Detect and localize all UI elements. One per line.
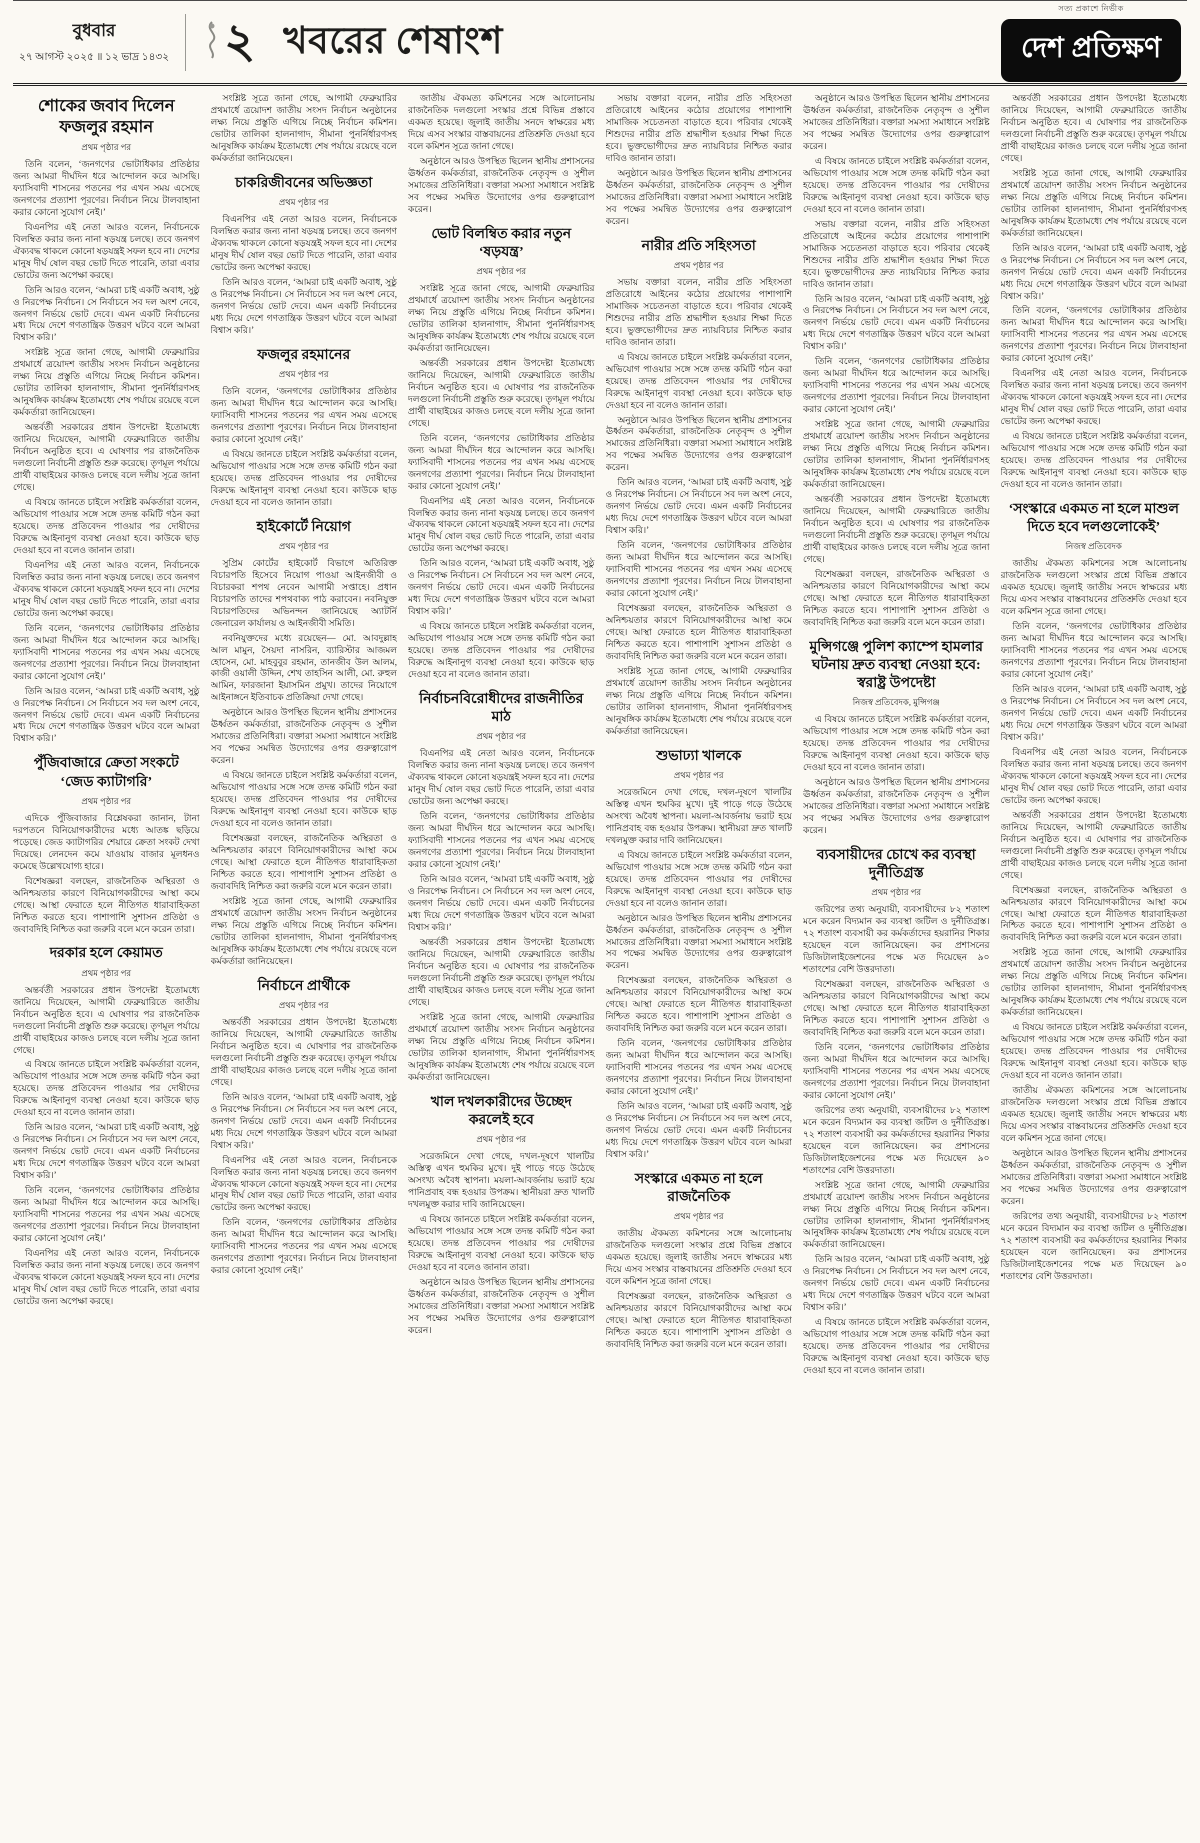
- page-header: [13, 0, 1187, 86]
- continued-from-front-label: প্রথম পৃষ্ঠার পর: [81, 141, 132, 152]
- page-number: ২: [224, 15, 256, 68]
- body-paragraph: জরিপের তথ্য অনুযায়ী, ব্যবসায়ীদের ৮২ শতাংশ মনে করেন বিদ্যমান কর ব্যবস্থা জটিল ও দুর্নীতিগ্রস্ত। ৭২ শতাংশ ব্যবসায়ী কর কর্মকর্তাদের হয়রানির শিকার হয়েছেন বলে জানিয়েছেন। কর প্রশাসনের ডিজিটালাইজেশনের পক্ষে মত দিয়েছেন ৯০ শতাংশের বেশি উত্তরদাতা।: [803, 1104, 990, 1175]
- body-paragraph: বিএনপির এই নেতা আরও বলেন, নির্বাচনকে বিলম্বিত করার জন্য নানা ষড়যন্ত্র চলছে। তবে জনগণ ঐক্যবদ্ধ থাকলে কোনো ষড়যন্ত্রই সফল হবে না। দেশের মানুষ দীর্ঘ ষোল বছর ভোট দিতে পারেনি, তারা এবার ভোটের জন্য অপেক্ষা করছে।: [210, 214, 397, 272]
- story-headline: খাল দখলকারীদের উচ্ছেদ করলেই হবে: [430, 1094, 572, 1128]
- body-paragraph: অন্তর্বর্তী সরকারের প্রধান উপদেষ্টা ইতোমধ্যে জানিয়ে দিয়েছেন, আগামী ফেব্রুয়ারিতে জাতীয় নির্বাচন অনুষ্ঠিত হবে। এ ঘোষণার পর রাজনৈতিক দলগুলো নির্বাচনী প্রস্তুতি শুরু করেছে। তৃণমূল পর্যায়ে প্রার্থী বাছাইয়ের কাজও চলছে বলে দলীয় সূত্রে জানা গেছে।: [803, 494, 990, 564]
- body-paragraph: সংশ্লিষ্ট সূত্রে জানা গেছে, আগামী ফেব্রুয়ারির প্রথমার্ধে ত্রয়োদশ জাতীয় সংসদ নির্বাচন অনুষ্ঠানের লক্ষ্য নিয়ে প্রস্তুতি এগিয়ে নিচ্ছে নির্বাচন কমিশন। ভোটার তালিকা হালনাগাদ, সীমানা পুনর্নির্ধারণসহ আনুষঙ্গিক কার্যক্রম ইতোমধ্যে শেষ পর্যায়ে রয়েছে বলে কর্মকর্তারা জানিয়েছেন।: [1000, 947, 1187, 1018]
- body-paragraph: অনুষ্ঠানে আরও উপস্থিত ছিলেন স্থানীয় প্রশাসনের ঊর্ধ্বতন কর্মকর্তারা, রাজনৈতিক নেতৃবৃন্দ ও সুশীল সমাজের প্রতিনিধিরা। বক্তারা সমস্যা সমাধানে সংশ্লিষ্ট সব পক্ষের সমন্বিত উদ্যোগের ওপর গুরুত্বারোপ করেন।: [408, 155, 595, 214]
- body-paragraph: সংশ্লিষ্ট সূত্রে জানা গেছে, আগামী ফেব্রুয়ারির প্রথমার্ধে ত্রয়োদশ জাতীয় সংসদ নির্বাচন অনুষ্ঠানের লক্ষ্য নিয়ে প্রস্তুতি এগিয়ে নিচ্ছে নির্বাচন কমিশন। ভোটার তালিকা হালনাগাদ, সীমানা পুনর্নির্ধারণসহ আনুষঙ্গিক কার্যক্রম ইতোমধ্যে শেষ পর্যায়ে রয়েছে বলে কর্মকর্তারা জানিয়েছেন।: [408, 283, 595, 353]
- body-paragraph: তিনি বলেন, ‘জনগণের ভোটাধিকার প্রতিষ্ঠার জন্য আমরা দীর্ঘদিন ধরে আন্দোলন করে আসছি। ফ্যাসিবাদী শাসনের পতনের পর এখন সময় এসেছে জনগণের প্রত্যাশা পূরণের। নির্বাচন নিয়ে টালবাহানা করার কোনো সুযোগ নেই।’: [803, 1041, 990, 1100]
- body-paragraph: তিনি বলেন, ‘জনগণের ভোটাধিকার প্রতিষ্ঠার জন্য আমরা দীর্ঘদিন ধরে আন্দোলন করে আসছি। ফ্যাসিবাদী শাসনের পতনের পর এখন সময় এসেছে জনগণের প্রত্যাশা পূরণের। নির্বাচন নিয়ে টালবাহানা করার কোনো সুযোগ নেই।’: [210, 1217, 397, 1276]
- body-paragraph: বিএনপির এই নেতা আরও বলেন, নির্বাচনকে বিলম্বিত করার জন্য নানা ষড়যন্ত্র চলছে। তবে জনগণ ঐক্যবদ্ধ থাকলে কোনো ষড়যন্ত্রই সফল হবে না। দেশের মানুষ দীর্ঘ ষোল বছর ভোট দিতে পারেনি, তারা এবার ভোটের জন্য অপেক্ষা করছে।: [13, 559, 200, 618]
- masthead-title: দেশ প্রতিক্ষণ: [1001, 19, 1181, 82]
- section-title: খবরের শেষাংশ: [283, 20, 503, 62]
- body-paragraph: সভায় বক্তারা বলেন, নারীর প্রতি সহিংসতা প্রতিরোধে আইনের কঠোর প্রয়োগের পাশাপাশি সামাজিক সচেতনতা বাড়াতে হবে। পরিবার থেকেই শিশুদের নারীর প্রতি শ্রদ্ধাশীল হওয়ার শিক্ষা দিতে হবে। ভুক্তভোগীদের দ্রুত ন্যায়বিচার নিশ্চিত করার দাবিও জানান তারা।: [803, 218, 990, 289]
- continued-from-front-label: প্রথম পৃষ্ঠার পর: [278, 999, 329, 1010]
- body-paragraph: তিনি বলেন, ‘জনগণের ভোটাধিকার প্রতিষ্ঠার জন্য আমরা দীর্ঘদিন ধরে আন্দোলন করে আসছি। ফ্যাসিবাদী শাসনের পতনের পর এখন সময় এসেছে জনগণের প্রত্যাশা পূরণের। নির্বাচন নিয়ে টালবাহানা করার কোনো সুযোগ নেই।’: [1000, 305, 1187, 364]
- body-paragraph: সংশ্লিষ্ট সূত্রে জানা গেছে, আগামী ফেব্রুয়ারির প্রথমার্ধে ত্রয়োদশ জাতীয় সংসদ নির্বাচন অনুষ্ঠানের লক্ষ্য নিয়ে প্রস্তুতি এগিয়ে নিচ্ছে নির্বাচন কমিশন। ভোটার তালিকা হালনাগাদ, সীমানা পুনর্নির্ধারণসহ আনুষঙ্গিক কার্যক্রম ইতোমধ্যে শেষ পর্যায়ে রয়েছে বলে কর্মকর্তারা জানিয়েছেন।: [210, 93, 397, 163]
- body-paragraph: সরেজমিনে দেখা গেছে, দখল-দূষণে খালটির অস্তিত্ব এখন হুমকির মুখে। দুই পাড়ে গড়ে উঠেছে অসংখ্য অবৈধ স্থাপনা। ময়লা-আবর্জনায় ভরাট হয়ে পানিপ্রবাহ বন্ধ হওয়ার উপক্রম। স্থানীয়রা দ্রুত খালটি দখলমুক্ত করার দাবি জানিয়েছেন।: [408, 1150, 595, 1209]
- body-paragraph: এ বিষয়ে জানতে চাইলে সংশ্লিষ্ট কর্মকর্তারা বলেন, অভিযোগ পাওয়ার সঙ্গে সঙ্গে তদন্ত কমিটি গঠন করা হয়েছে। তদন্ত প্রতিবেদন পাওয়ার পর দোষীদের বিরুদ্ধে আইনানুগ ব্যবস্থা নেওয়া হবে। কাউকে ছাড় দেওয়া হবে না বলেও জানান তারা।: [1000, 431, 1187, 490]
- column-1: [13, 93, 200, 1828]
- ornament-icon: [202, 20, 222, 65]
- body-paragraph: এ বিষয়ে জানতে চাইলে সংশ্লিষ্ট কর্মকর্তারা বলেন, অভিযোগ পাওয়ার সঙ্গে সঙ্গে তদন্ত কমিটি গঠন করা হয়েছে। তদন্ত প্রতিবেদন পাওয়ার পর দোষীদের বিরুদ্ধে আইনানুগ ব্যবস্থা নেওয়া হবে। কাউকে ছাড় দেওয়া হবে না বলেও জানান তারা।: [605, 849, 792, 908]
- body-paragraph: তিনি আরও বলেন, ‘আমরা চাই একটি অবাধ, সুষ্ঠু ও নিরপেক্ষ নির্বাচন। সে নির্বাচনে সব দল অংশ নেবে, জনগণ নির্ভয়ে ভোট দেবে। এমন একটি নির্বাচনের মধ্য দিয়ে দেশে গণতান্ত্রিক উত্তরণ ঘটবে বলে আমরা বিশ্বাস করি।’: [13, 1122, 200, 1181]
- continued-from-front-label: প্রথম পৃষ্ঠার পর: [278, 368, 329, 379]
- weekday-label: বুধবার: [72, 20, 116, 40]
- body-paragraph: অনুষ্ঠানে আরও উপস্থিত ছিলেন স্থানীয় প্রশাসনের ঊর্ধ্বতন কর্মকর্তারা, রাজনৈতিক নেতৃবৃন্দ ও সুশীল সমাজের প্রতিনিধিরা। বক্তারা সমস্যা সমাধানে সংশ্লিষ্ট সব পক্ষের সমন্বিত উদ্যোগের ওপর গুরুত্বারোপ করেন।: [605, 912, 792, 971]
- body-paragraph: সুপ্রিম কোর্টের হাইকোর্ট বিভাগে অতিরিক্ত বিচারপতি হিসেবে নিয়োগ পাওয়া আইনজীবী ও বিচারকরা শপথ নেবেন আগামী সপ্তাহে। প্রধান বিচারপতি তাদের শপথবাক্য পাঠ করাবেন। নবনিযুক্ত বিচারপতিদের অভিনন্দন জানিয়েছে অ্যাটর্নি জেনারেল কার্যালয় ও আইনজীবী সমিতি।: [210, 557, 397, 628]
- story-headline: ভোট বিলম্বিত করার নতুন ‘ষড়যন্ত্র’: [431, 226, 572, 260]
- body-paragraph: সংশ্লিষ্ট সূত্রে জানা গেছে, আগামী ফেব্রুয়ারির প্রথমার্ধে ত্রয়োদশ জাতীয় সংসদ নির্বাচন অনুষ্ঠানের লক্ষ্য নিয়ে প্রস্তুতি এগিয়ে নিচ্ছে নির্বাচন কমিশন। ভোটার তালিকা হালনাগাদ, সীমানা পুনর্নির্ধারণসহ আনুষঙ্গিক কার্যক্রম ইতোমধ্যে শেষ পর্যায়ে রয়েছে বলে কর্মকর্তারা জানিয়েছেন।: [210, 895, 397, 966]
- body-paragraph: বিশেষজ্ঞরা বলছেন, রাজনৈতিক অস্থিরতা ও অনিশ্চয়তার কারণে বিনিয়োগকারীদের আস্থা কমে গেছে। আস্থা ফেরাতে হলে নীতিগত ধারাবাহিকতা নিশ্চিত করতে হবে। পাশাপাশি সুশাসন প্রতিষ্ঠা ও জবাবদিহি নিশ্চিত করা জরুরি বলে মনে করেন তারা।: [605, 975, 792, 1034]
- body-paragraph: এ বিষয়ে জানতে চাইলে সংশ্লিষ্ট কর্মকর্তারা বলেন, অভিযোগ পাওয়ার সঙ্গে সঙ্গে তদন্ত কমিটি গঠন করা হয়েছে। তদন্ত প্রতিবেদন পাওয়ার পর দোষীদের বিরুদ্ধে আইনানুগ ব্যবস্থা নেওয়া হবে। কাউকে ছাড় দেওয়া হবে না বলেও জানান তারা।: [408, 621, 595, 680]
- body-paragraph: বিএনপির এই নেতা আরও বলেন, নির্বাচনকে বিলম্বিত করার জন্য নানা ষড়যন্ত্র চলছে। তবে জনগণ ঐক্যবদ্ধ থাকলে কোনো ষড়যন্ত্রই সফল হবে না। দেশের মানুষ দীর্ঘ ষোল বছর ভোট দিতে পারেনি, তারা এবার ভোটের জন্য অপেক্ষা করছে।: [1000, 746, 1187, 805]
- body-paragraph: বিএনপির এই নেতা আরও বলেন, নির্বাচনকে বিলম্বিত করার জন্য নানা ষড়যন্ত্র চলছে। তবে জনগণ ঐক্যবদ্ধ থাকলে কোনো ষড়যন্ত্রই সফল হবে না। দেশের মানুষ দীর্ঘ ষোল বছর ভোট দিতে পারেনি, তারা এবার ভোটের জন্য অপেক্ষা করছে।: [210, 1154, 397, 1213]
- continued-from-front-label: প্রথম পৃষ্ঠার পর: [476, 266, 527, 277]
- body-paragraph: তিনি বলেন, ‘জনগণের ভোটাধিকার প্রতিষ্ঠার জন্য আমরা দীর্ঘদিন ধরে আন্দোলন করে আসছি। ফ্যাসিবাদী শাসনের পতনের পর এখন সময় এসেছে জনগণের প্রত্যাশা পূরণের। নির্বাচন নিয়ে টালবাহানা করার কোনো সুযোগ নেই।’: [605, 1038, 792, 1097]
- body-paragraph: সরেজমিনে দেখা গেছে, দখল-দূষণে খালটির অস্তিত্ব এখন হুমকির মুখে। দুই পাড়ে গড়ে উঠেছে অসংখ্য অবৈধ স্থাপনা। ময়লা-আবর্জনায় ভরাট হয়ে পানিপ্রবাহ বন্ধ হওয়ার উপক্রম। স্থানীয়রা দ্রুত খালটি দখলমুক্ত করার দাবি জানিয়েছেন।: [605, 786, 792, 845]
- story-headline: নারীর প্রতি সহিংসতা: [641, 238, 756, 254]
- byline: নিজস্ব প্রতিবেদক: [1065, 541, 1122, 552]
- body-paragraph: তিনি আরও বলেন, ‘আমরা চাই একটি অবাধ, সুষ্ঠু ও নিরপেক্ষ নির্বাচন। সে নির্বাচনে সব দল অংশ নেবে, জনগণ নির্ভয়ে ভোট দেবে। এমন একটি নির্বাচনের মধ্য দিয়ে দেশে গণতান্ত্রিক উত্তরণ ঘটবে বলে আমরা বিশ্বাস করি।’: [13, 685, 200, 744]
- body-paragraph: সংশ্লিষ্ট সূত্রে জানা গেছে, আগামী ফেব্রুয়ারির প্রথমার্ধে ত্রয়োদশ জাতীয় সংসদ নির্বাচন অনুষ্ঠানের লক্ষ্য নিয়ে প্রস্তুতি এগিয়ে নিচ্ছে নির্বাচন কমিশন। ভোটার তালিকা হালনাগাদ, সীমানা পুনর্নির্ধারণসহ আনুষঙ্গিক কার্যক্রম ইতোমধ্যে শেষ পর্যায়ে রয়েছে বলে কর্মকর্তারা জানিয়েছেন।: [1000, 167, 1187, 238]
- body-paragraph: তিনি বলেন, ‘জনগণের ভোটাধিকার প্রতিষ্ঠার জন্য আমরা দীর্ঘদিন ধরে আন্দোলন করে আসছি। ফ্যাসিবাদী শাসনের পতনের পর এখন সময় এসেছে জনগণের প্রত্যাশা পূরণের। নির্বাচন নিয়ে টালবাহানা করার কোনো সুযোগ নেই।’: [1000, 621, 1187, 680]
- story-headline: নির্বাচনে প্রার্থীকে: [257, 978, 350, 994]
- story-headline: ‘সংস্কারে একমত না হলে মাশুল দিতে হবে দলগুলোকেই’: [1008, 502, 1179, 536]
- body-paragraph: বিশেষজ্ঞরা বলছেন, রাজনৈতিক অস্থিরতা ও অনিশ্চয়তার কারণে বিনিয়োগকারীদের আস্থা কমে গেছে। আস্থা ফেরাতে হলে নীতিগত ধারাবাহিকতা নিশ্চিত করতে হবে। পাশাপাশি সুশাসন প্রতিষ্ঠা ও জবাবদিহি নিশ্চিত করা জরুরি বলে মনে করেন তারা।: [803, 979, 990, 1037]
- column-3: [408, 93, 595, 1828]
- body-paragraph: এ বিষয়ে জানতে চাইলে সংশ্লিষ্ট কর্মকর্তারা বলেন, অভিযোগ পাওয়ার সঙ্গে সঙ্গে তদন্ত কমিটি গঠন করা হয়েছে। তদন্ত প্রতিবেদন পাওয়ার পর দোষীদের বিরুদ্ধে আইনানুগ ব্যবস্থা নেওয়া হবে। কাউকে ছাড় দেওয়া হবে না বলেও জানান তারা।: [13, 497, 200, 555]
- story-headline: শুভাঢ্যা খালকে: [656, 748, 742, 764]
- story-headline: শোকের জবাব দিলেন ফজলুর রহমান: [37, 96, 175, 137]
- continued-from-front-label: প্রথম পৃষ্ঠার পর: [673, 1211, 724, 1222]
- continued-from-front-label: প্রথম পৃষ্ঠার পর: [278, 540, 329, 551]
- body-paragraph: সংশ্লিষ্ট সূত্রে জানা গেছে, আগামী ফেব্রুয়ারির প্রথমার্ধে ত্রয়োদশ জাতীয় সংসদ নির্বাচন অনুষ্ঠানের লক্ষ্য নিয়ে প্রস্তুতি এগিয়ে নিচ্ছে নির্বাচন কমিশন। ভোটার তালিকা হালনাগাদ, সীমানা পুনর্নির্ধারণসহ আনুষঙ্গিক কার্যক্রম ইতোমধ্যে শেষ পর্যায়ে রয়েছে বলে কর্মকর্তারা জানিয়েছেন।: [803, 419, 990, 490]
- body-paragraph: তিনি বলেন, ‘জনগণের ভোটাধিকার প্রতিষ্ঠার জন্য আমরা দীর্ঘদিন ধরে আন্দোলন করে আসছি। ফ্যাসিবাদী শাসনের পতনের পর এখন সময় এসেছে জনগণের প্রত্যাশা পূরণের। নির্বাচন নিয়ে টালবাহানা করার কোনো সুযোগ নেই।’: [13, 1185, 200, 1244]
- body-paragraph: সংশ্লিষ্ট সূত্রে জানা গেছে, আগামী ফেব্রুয়ারির প্রথমার্ধে ত্রয়োদশ জাতীয় সংসদ নির্বাচন অনুষ্ঠানের লক্ষ্য নিয়ে প্রস্তুতি এগিয়ে নিচ্ছে নির্বাচন কমিশন। ভোটার তালিকা হালনাগাদ, সীমানা পুনর্নির্ধারণসহ আনুষঙ্গিক কার্যক্রম ইতোমধ্যে শেষ পর্যায়ে রয়েছে বলে কর্মকর্তারা জানিয়েছেন।: [408, 1011, 595, 1082]
- body-paragraph: এ বিষয়ে জানতে চাইলে সংশ্লিষ্ট কর্মকর্তারা বলেন, অভিযোগ পাওয়ার সঙ্গে সঙ্গে তদন্ত কমিটি গঠন করা হয়েছে। তদন্ত প্রতিবেদন পাওয়ার পর দোষীদের বিরুদ্ধে আইনানুগ ব্যবস্থা নেওয়া হবে। কাউকে ছাড় দেওয়া হবে না বলেও জানান তারা।: [803, 155, 990, 214]
- body-paragraph: এ বিষয়ে জানতে চাইলে সংশ্লিষ্ট কর্মকর্তারা বলেন, অভিযোগ পাওয়ার সঙ্গে সঙ্গে তদন্ত কমিটি গঠন করা হয়েছে। তদন্ত প্রতিবেদন পাওয়ার পর দোষীদের বিরুদ্ধে আইনানুগ ব্যবস্থা নেওয়া হবে। কাউকে ছাড় দেওয়া হবে না বলেও জানান তারা।: [1000, 1022, 1187, 1081]
- body-paragraph: অন্তর্বর্তী সরকারের প্রধান উপদেষ্টা ইতোমধ্যে জানিয়ে দিয়েছেন, আগামী ফেব্রুয়ারিতে জাতীয় নির্বাচন অনুষ্ঠিত হবে। এ ঘোষণার পর রাজনৈতিক দলগুলো নির্বাচনী প্রস্তুতি শুরু করেছে। তৃণমূল পর্যায়ে প্রার্থী বাছাইয়ের কাজও চলছে বলে দলীয় সূত্রে জানা গেছে।: [1000, 93, 1187, 163]
- body-paragraph: এ বিষয়ে জানতে চাইলে সংশ্লিষ্ট কর্মকর্তারা বলেন, অভিযোগ পাওয়ার সঙ্গে সঙ্গে তদন্ত কমিটি গঠন করা হয়েছে। তদন্ত প্রতিবেদন পাওয়ার পর দোষীদের বিরুদ্ধে আইনানুগ ব্যবস্থা নেওয়া হবে। কাউকে ছাড় দেওয়া হবে না বলেও জানান তারা।: [605, 351, 792, 410]
- columns-grid: [13, 86, 1187, 1828]
- story-headline: হাইকোর্টে নিয়োগ: [256, 519, 351, 535]
- body-paragraph: সংশ্লিষ্ট সূত্রে জানা গেছে, আগামী ফেব্রুয়ারির প্রথমার্ধে ত্রয়োদশ জাতীয় সংসদ নির্বাচন অনুষ্ঠানের লক্ষ্য নিয়ে প্রস্তুতি এগিয়ে নিচ্ছে নির্বাচন কমিশন। ভোটার তালিকা হালনাগাদ, সীমানা পুনর্নির্ধারণসহ আনুষঙ্গিক কার্যক্রম ইতোমধ্যে শেষ পর্যায়ে রয়েছে বলে কর্মকর্তারা জানিয়েছেন।: [13, 347, 200, 418]
- story-headline: পুঁজিবাজারে ক্রেতা সংকটে ‘জেড ক্যাটাগরি’: [33, 756, 179, 790]
- body-paragraph: তিনি আরও বলেন, ‘আমরা চাই একটি অবাধ, সুষ্ঠু ও নিরপেক্ষ নির্বাচন। সে নির্বাচনে সব দল অংশ নেবে, জনগণ নির্ভয়ে ভোট দেবে। এমন একটি নির্বাচনের মধ্য দিয়ে দেশে গণতান্ত্রিক উত্তরণ ঘটবে বলে আমরা বিশ্বাস করি।’: [605, 477, 792, 536]
- body-paragraph: অন্তর্বর্তী সরকারের প্রধান উপদেষ্টা ইতোমধ্যে জানিয়ে দিয়েছেন, আগামী ফেব্রুয়ারিতে জাতীয় নির্বাচন অনুষ্ঠিত হবে। এ ঘোষণার পর রাজনৈতিক দলগুলো নির্বাচনী প্রস্তুতি শুরু করেছে। তৃণমূল পর্যায়ে প্রার্থী বাছাইয়ের কাজও চলছে বলে দলীয় সূত্রে জানা গেছে।: [13, 984, 200, 1055]
- body-paragraph: জরিপের তথ্য অনুযায়ী, ব্যবসায়ীদের ৮২ শতাংশ মনে করেন বিদ্যমান কর ব্যবস্থা জটিল ও দুর্নীতিগ্রস্ত। ৭২ শতাংশ ব্যবসায়ী কর কর্মকর্তাদের হয়রানির শিকার হয়েছেন বলে জানিয়েছেন। কর প্রশাসনের ডিজিটালাইজেশনের পক্ষে মত দিয়েছেন ৯০ শতাংশের বেশি উত্তরদাতা।: [803, 904, 990, 975]
- body-paragraph: অনুষ্ঠানে আরও উপস্থিত ছিলেন স্থানীয় প্রশাসনের ঊর্ধ্বতন কর্মকর্তারা, রাজনৈতিক নেতৃবৃন্দ ও সুশীল সমাজের প্রতিনিধিরা। বক্তারা সমস্যা সমাধানে সংশ্লিষ্ট সব পক্ষের সমন্বিত উদ্যোগের ওপর গুরুত্বারোপ করেন।: [408, 1276, 595, 1335]
- body-paragraph: তিনি আরও বলেন, ‘আমরা চাই একটি অবাধ, সুষ্ঠু ও নিরপেক্ষ নির্বাচন। সে নির্বাচনে সব দল অংশ নেবে, জনগণ নির্ভয়ে ভোট দেবে। এমন একটি নির্বাচনের মধ্য দিয়ে দেশে গণতান্ত্রিক উত্তরণ ঘটবে বলে আমরা বিশ্বাস করি।’: [803, 293, 990, 352]
- continued-from-front-label: প্রথম পৃষ্ঠার পর: [278, 197, 329, 207]
- body-paragraph: তিনি বলেন, ‘জনগণের ভোটাধিকার প্রতিষ্ঠার জন্য আমরা দীর্ঘদিন ধরে আন্দোলন করে আসছি। ফ্যাসিবাদী শাসনের পতনের পর এখন সময় এসেছে জনগণের প্রত্যাশা পূরণের। নির্বাচন নিয়ে টালবাহানা করার কোনো সুযোগ নেই।’: [408, 432, 595, 491]
- masthead-tagline: সত্য প্রকাশে নির্ভীক: [1058, 3, 1124, 13]
- body-paragraph: তিনি বলেন, ‘জনগণের ভোটাধিকার প্রতিষ্ঠার জন্য আমরা দীর্ঘদিন ধরে আন্দোলন করে আসছি। ফ্যাসিবাদী শাসনের পতনের পর এখন সময় এসেছে জনগণের প্রত্যাশা পূরণের। নির্বাচন নিয়ে টালবাহানা করার কোনো সুযোগ নেই।’: [408, 811, 595, 870]
- body-paragraph: জাতীয় ঐকমত্য কমিশনের সঙ্গে আলোচনায় রাজনৈতিক দলগুলো সংস্কার প্রশ্নে বিভিন্ন প্রস্তাবে একমত হয়েছে। জুলাই জাতীয় সনদে স্বাক্ষরের মধ্য দিয়ে এসব সংস্কার বাস্তবায়নের প্রতিশ্রুতি দেওয়া হবে বলে কমিশন সূত্রে জানা গেছে।: [1000, 558, 1187, 617]
- body-paragraph: অন্তর্বর্তী সরকারের প্রধান উপদেষ্টা ইতোমধ্যে জানিয়ে দিয়েছেন, আগামী ফেব্রুয়ারিতে জাতীয় নির্বাচন অনুষ্ঠিত হবে। এ ঘোষণার পর রাজনৈতিক দলগুলো নির্বাচনী প্রস্তুতি শুরু করেছে। তৃণমূল পর্যায়ে প্রার্থী বাছাইয়ের কাজও চলছে বলে দলীয় সূত্রে জানা গেছে।: [13, 422, 200, 493]
- body-paragraph: বিশেষজ্ঞরা বলছেন, রাজনৈতিক অস্থিরতা ও অনিশ্চয়তার কারণে বিনিয়োগকারীদের আস্থা কমে গেছে। আস্থা ফেরাতে হলে নীতিগত ধারাবাহিকতা নিশ্চিত করতে হবে। পাশাপাশি সুশাসন প্রতিষ্ঠা ও জবাবদিহি নিশ্চিত করা জরুরি বলে মনে করেন তারা।: [1000, 884, 1187, 943]
- story-headline: সংস্কারে একমত না হলে রাজনৈতিক: [634, 1171, 763, 1206]
- story-headline: ব্যবসায়ীদের চোখে কর ব্যবস্থা দুর্নীতিগ্রস্ত: [816, 847, 976, 882]
- column-5: [803, 93, 990, 1828]
- body-paragraph: বিএনপির এই নেতা আরও বলেন, নির্বাচনকে বিলম্বিত করার জন্য নানা ষড়যন্ত্র চলছে। তবে জনগণ ঐক্যবদ্ধ থাকলে কোনো ষড়যন্ত্রই সফল হবে না। দেশের মানুষ দীর্ঘ ষোল বছর ভোট দিতে পারেনি, তারা এবার ভোটের জন্য অপেক্ষা করছে।: [408, 495, 595, 554]
- body-paragraph: তিনি আরও বলেন, ‘আমরা চাই একটি অবাধ, সুষ্ঠু ও নিরপেক্ষ নির্বাচন। সে নির্বাচনে সব দল অংশ নেবে, জনগণ নির্ভয়ে ভোট দেবে। এমন একটি নির্বাচনের মধ্য দিয়ে দেশে গণতান্ত্রিক উত্তরণ ঘটবে বলে আমরা বিশ্বাস করি।’: [210, 276, 397, 335]
- continued-from-front-label: প্রথম পৃষ্ঠার পর: [673, 259, 724, 270]
- body-paragraph: অন্তর্বর্তী সরকারের প্রধান উপদেষ্টা ইতোমধ্যে জানিয়ে দিয়েছেন, আগামী ফেব্রুয়ারিতে জাতীয় নির্বাচন অনুষ্ঠিত হবে। এ ঘোষণার পর রাজনৈতিক দলগুলো নির্বাচনী প্রস্তুতি শুরু করেছে। তৃণমূল পর্যায়ে প্রার্থী বাছাইয়ের কাজও চলছে বলে দলীয় সূত্রে জানা গেছে।: [408, 936, 595, 1007]
- body-paragraph: অনুষ্ঠানে আরও উপস্থিত ছিলেন স্থানীয় প্রশাসনের ঊর্ধ্বতন কর্মকর্তারা, রাজনৈতিক নেতৃবৃন্দ ও সুশীল সমাজের প্রতিনিধিরা। বক্তারা সমস্যা সমাধানে সংশ্লিষ্ট সব পক্ষের সমন্বিত উদ্যোগের ওপর গুরুত্বারোপ করেন।: [803, 93, 990, 151]
- body-paragraph: তিনি আরও বলেন, ‘আমরা চাই একটি অবাধ, সুষ্ঠু ও নিরপেক্ষ নির্বাচন। সে নির্বাচনে সব দল অংশ নেবে, জনগণ নির্ভয়ে ভোট দেবে। এমন একটি নির্বাচনের মধ্য দিয়ে দেশে গণতান্ত্রিক উত্তরণ ঘটবে বলে আমরা বিশ্বাস করি।’: [13, 284, 200, 343]
- continued-from-front-label: প্রথম পৃষ্ঠার পর: [476, 1133, 527, 1144]
- body-paragraph: অন্তর্বর্তী সরকারের প্রধান উপদেষ্টা ইতোমধ্যে জানিয়ে দিয়েছেন, আগামী ফেব্রুয়ারিতে জাতীয় নির্বাচন অনুষ্ঠিত হবে। এ ঘোষণার পর রাজনৈতিক দলগুলো নির্বাচনী প্রস্তুতি শুরু করেছে। তৃণমূল পর্যায়ে প্রার্থী বাছাইয়ের কাজও চলছে বলে দলীয় সূত্রে জানা গেছে।: [408, 357, 595, 428]
- page-number-block: [198, 15, 256, 68]
- body-paragraph: সংশ্লিষ্ট সূত্রে জানা গেছে, আগামী ফেব্রুয়ারির প্রথমার্ধে ত্রয়োদশ জাতীয় সংসদ নির্বাচন অনুষ্ঠানের লক্ষ্য নিয়ে প্রস্তুতি এগিয়ে নিচ্ছে নির্বাচন কমিশন। ভোটার তালিকা হালনাগাদ, সীমানা পুনর্নির্ধারণসহ আনুষঙ্গিক কার্যক্রম ইতোমধ্যে শেষ পর্যায়ে রয়েছে বলে কর্মকর্তারা জানিয়েছেন।: [605, 665, 792, 736]
- body-paragraph: এ বিষয়ে জানতে চাইলে সংশ্লিষ্ট কর্মকর্তারা বলেন, অভিযোগ পাওয়ার সঙ্গে সঙ্গে তদন্ত কমিটি গঠন করা হয়েছে। তদন্ত প্রতিবেদন পাওয়ার পর দোষীদের বিরুদ্ধে আইনানুগ ব্যবস্থা নেওয়া হবে। কাউকে ছাড় দেওয়া হবে না বলেও জানান তারা।: [408, 1213, 595, 1272]
- byline: নিজস্ব প্রতিবেদক, মুন্সিগঞ্জ: [852, 697, 940, 708]
- body-paragraph: জাতীয় ঐকমত্য কমিশনের সঙ্গে আলোচনায় রাজনৈতিক দলগুলো সংস্কার প্রশ্নে বিভিন্ন প্রস্তাবে একমত হয়েছে। জুলাই জাতীয় সনদে স্বাক্ষরের মধ্য দিয়ে এসব সংস্কার বাস্তবায়নের প্রতিশ্রুতি দেওয়া হবে বলে কমিশন সূত্রে জানা গেছে।: [408, 93, 595, 151]
- body-paragraph: তিনি আরও বলেন, ‘আমরা চাই একটি অবাধ, সুষ্ঠু ও নিরপেক্ষ নির্বাচন। সে নির্বাচনে সব দল অংশ নেবে, জনগণ নির্ভয়ে ভোট দেবে। এমন একটি নির্বাচনের মধ্য দিয়ে দেশে গণতান্ত্রিক উত্তরণ ঘটবে বলে আমরা বিশ্বাস করি।’: [1000, 684, 1187, 742]
- body-paragraph: তিনি বলেন, ‘জনগণের ভোটাধিকার প্রতিষ্ঠার জন্য আমরা দীর্ঘদিন ধরে আন্দোলন করে আসছি। ফ্যাসিবাদী শাসনের পতনের পর এখন সময় এসেছে জনগণের প্রত্যাশা পূরণের। নির্বাচন নিয়ে টালবাহানা করার কোনো সুযোগ নেই।’: [13, 158, 200, 217]
- body-paragraph: বিএনপির এই নেতা আরও বলেন, নির্বাচনকে বিলম্বিত করার জন্য নানা ষড়যন্ত্র চলছে। তবে জনগণ ঐক্যবদ্ধ থাকলে কোনো ষড়যন্ত্রই সফল হবে না। দেশের মানুষ দীর্ঘ ষোল বছর ভোট দিতে পারেনি, তারা এবার ভোটের জন্য অপেক্ষা করছে।: [408, 748, 595, 807]
- column-4: [606, 93, 793, 1828]
- body-paragraph: বিশেষজ্ঞরা বলছেন, রাজনৈতিক অস্থিরতা ও অনিশ্চয়তার কারণে বিনিয়োগকারীদের আস্থা কমে গেছে। আস্থা ফেরাতে হলে নীতিগত ধারাবাহিকতা নিশ্চিত করতে হবে। পাশাপাশি সুশাসন প্রতিষ্ঠা ও জবাবদিহি নিশ্চিত করা জরুরি বলে মনে করেন তারা।: [605, 1291, 792, 1350]
- body-paragraph: বিএনপির এই নেতা আরও বলেন, নির্বাচনকে বিলম্বিত করার জন্য নানা ষড়যন্ত্র চলছে। তবে জনগণ ঐক্যবদ্ধ থাকলে কোনো ষড়যন্ত্রই সফল হবে না। দেশের মানুষ দীর্ঘ ষোল বছর ভোট দিতে পারেনি, তারা এবার ভোটের জন্য অপেক্ষা করছে।: [1000, 368, 1187, 427]
- body-paragraph: সভায় বক্তারা বলেন, নারীর প্রতি সহিংসতা প্রতিরোধে আইনের কঠোর প্রয়োগের পাশাপাশি সামাজিক সচেতনতা বাড়াতে হবে। পরিবার থেকেই শিশুদের নারীর প্রতি শ্রদ্ধাশীল হওয়ার শিক্ষা দিতে হবে। ভুক্তভোগীদের দ্রুত ন্যায়বিচার নিশ্চিত করার দাবিও জানান তারা।: [605, 93, 792, 163]
- body-paragraph: তিনি বলেন, ‘জনগণের ভোটাধিকার প্রতিষ্ঠার জন্য আমরা দীর্ঘদিন ধরে আন্দোলন করে আসছি। ফ্যাসিবাদী শাসনের পতনের পর এখন সময় এসেছে জনগণের প্রত্যাশা পূরণের। নির্বাচন নিয়ে টালবাহানা করার কোনো সুযোগ নেই।’: [605, 540, 792, 599]
- body-paragraph: অনুষ্ঠানে আরও উপস্থিত ছিলেন স্থানীয় প্রশাসনের ঊর্ধ্বতন কর্মকর্তারা, রাজনৈতিক নেতৃবৃন্দ ও সুশীল সমাজের প্রতিনিধিরা। বক্তারা সমস্যা সমাধানে সংশ্লিষ্ট সব পক্ষের সমন্বিত উদ্যোগের ওপর গুরুত্বারোপ করেন।: [605, 167, 792, 226]
- column-6: [1001, 93, 1188, 1828]
- continued-from-front-label: প্রথম পৃষ্ঠার পর: [81, 967, 132, 978]
- body-paragraph: বিশেষজ্ঞরা বলছেন, রাজনৈতিক অস্থিরতা ও অনিশ্চয়তার কারণে বিনিয়োগকারীদের আস্থা কমে গেছে। আস্থা ফেরাতে হলে নীতিগত ধারাবাহিকতা নিশ্চিত করতে হবে। পাশাপাশি সুশাসন প্রতিষ্ঠা ও জবাবদিহি নিশ্চিত করা জরুরি বলে মনে করেন তারা।: [605, 603, 792, 661]
- body-paragraph: অনুষ্ঠানে আরও উপস্থিত ছিলেন স্থানীয় প্রশাসনের ঊর্ধ্বতন কর্মকর্তারা, রাজনৈতিক নেতৃবৃন্দ ও সুশীল সমাজের প্রতিনিধিরা। বক্তারা সমস্যা সমাধানে সংশ্লিষ্ট সব পক্ষের সমন্বিত উদ্যোগের ওপর গুরুত্বারোপ করেন।: [210, 707, 397, 766]
- story-headline: চাকরিজীবনের অভিজ্ঞতা: [235, 175, 373, 191]
- body-paragraph: নবনিযুক্তদের মধ্যে রয়েছেন— মো. আবদুল্লাহ আল মামুন, সৈয়দা নাসরিন, ব্যারিস্টার আজমল হোসেন, মো. মাহবুবুর রহমান, তানজীব উল আলম, কাজী ওয়ালী উদ্দিন, শেখ তাহসিন আলী, মো. রুহুল আমিন, ফারজানা ইয়াসমিন প্রমুখ। তাদের নিয়োগে আইনাঙ্গনে ইতিবাচক প্রতিক্রিয়া দেখা গেছে।: [210, 632, 397, 703]
- body-paragraph: অন্তর্বর্তী সরকারের প্রধান উপদেষ্টা ইতোমধ্যে জানিয়ে দিয়েছেন, আগামী ফেব্রুয়ারিতে জাতীয় নির্বাচন অনুষ্ঠিত হবে। এ ঘোষণার পর রাজনৈতিক দলগুলো নির্বাচনী প্রস্তুতি শুরু করেছে। তৃণমূল পর্যায়ে প্রার্থী বাছাইয়ের কাজও চলছে বলে দলীয় সূত্রে জানা গেছে।: [1000, 809, 1187, 880]
- date-line: ২৭ আগস্ট ২০২৫ ॥ ১২ ভাদ্র ১৪৩২: [19, 51, 170, 63]
- body-paragraph: সভায় বক্তারা বলেন, নারীর প্রতি সহিংসতা প্রতিরোধে আইনের কঠোর প্রয়োগের পাশাপাশি সামাজিক সচেতনতা বাড়াতে হবে। পরিবার থেকেই শিশুদের নারীর প্রতি শ্রদ্ধাশীল হওয়ার শিক্ষা দিতে হবে। ভুক্তভোগীদের দ্রুত ন্যায়বিচার নিশ্চিত করার দাবিও জানান তারা।: [605, 276, 792, 347]
- body-paragraph: তিনি বলেন, ‘জনগণের ভোটাধিকার প্রতিষ্ঠার জন্য আমরা দীর্ঘদিন ধরে আন্দোলন করে আসছি। ফ্যাসিবাদী শাসনের পতনের পর এখন সময় এসেছে জনগণের প্রত্যাশা পূরণের। নির্বাচন নিয়ে টালবাহানা করার কোনো সুযোগ নেই।’: [210, 385, 397, 444]
- body-paragraph: এ বিষয়ে জানতে চাইলে সংশ্লিষ্ট কর্মকর্তারা বলেন, অভিযোগ পাওয়ার সঙ্গে সঙ্গে তদন্ত কমিটি গঠন করা হয়েছে। তদন্ত প্রতিবেদন পাওয়ার পর দোষীদের বিরুদ্ধে আইনানুগ ব্যবস্থা নেওয়া হবে। কাউকে ছাড় দেওয়া হবে না বলেও জানান তারা।: [210, 770, 397, 829]
- date-block: [15, 14, 186, 71]
- body-paragraph: জাতীয় ঐকমত্য কমিশনের সঙ্গে আলোচনায় রাজনৈতিক দলগুলো সংস্কার প্রশ্নে বিভিন্ন প্রস্তাবে একমত হয়েছে। জুলাই জাতীয় সনদে স্বাক্ষরের মধ্য দিয়ে এসব সংস্কার বাস্তবায়নের প্রতিশ্রুতি দেওয়া হবে বলে কমিশন সূত্রে জানা গেছে।: [1000, 1085, 1187, 1143]
- body-paragraph: অনুষ্ঠানে আরও উপস্থিত ছিলেন স্থানীয় প্রশাসনের ঊর্ধ্বতন কর্মকর্তারা, রাজনৈতিক নেতৃবৃন্দ ও সুশীল সমাজের প্রতিনিধিরা। বক্তারা সমস্যা সমাধানে সংশ্লিষ্ট সব পক্ষের সমন্বিত উদ্যোগের ওপর গুরুত্বারোপ করেন।: [605, 414, 792, 473]
- continued-from-front-label: প্রথম পৃষ্ঠার পর: [871, 887, 922, 898]
- story-headline: নির্বাচনবিরোধীদের রাজনীতির মাঠ: [419, 692, 584, 726]
- continued-from-front-label: প্রথম পৃষ্ঠার পর: [81, 795, 132, 806]
- body-paragraph: সংশ্লিষ্ট সূত্রে জানা গেছে, আগামী ফেব্রুয়ারির প্রথমার্ধে ত্রয়োদশ জাতীয় সংসদ নির্বাচন অনুষ্ঠানের লক্ষ্য নিয়ে প্রস্তুতি এগিয়ে নিচ্ছে নির্বাচন কমিশন। ভোটার তালিকা হালনাগাদ, সীমানা পুনর্নির্ধারণসহ আনুষঙ্গিক কার্যক্রম ইতোমধ্যে শেষ পর্যায়ে রয়েছে বলে কর্মকর্তারা জানিয়েছেন।: [803, 1179, 990, 1250]
- body-paragraph: এ বিষয়ে জানতে চাইলে সংশ্লিষ্ট কর্মকর্তারা বলেন, অভিযোগ পাওয়ার সঙ্গে সঙ্গে তদন্ত কমিটি গঠন করা হয়েছে। তদন্ত প্রতিবেদন পাওয়ার পর দোষীদের বিরুদ্ধে আইনানুগ ব্যবস্থা নেওয়া হবে। কাউকে ছাড় দেওয়া হবে না বলেও জানান তারা।: [210, 448, 397, 507]
- body-paragraph: জরিপের তথ্য অনুযায়ী, ব্যবসায়ীদের ৮২ শতাংশ মনে করেন বিদ্যমান কর ব্যবস্থা জটিল ও দুর্নীতিগ্রস্ত। ৭২ শতাংশ ব্যবসায়ী কর কর্মকর্তাদের হয়রানির শিকার হয়েছেন বলে জানিয়েছেন। কর প্রশাসনের ডিজিটালাইজেশনের পক্ষে মত দিয়েছেন ৯০ শতাংশের বেশি উত্তরদাতা।: [1000, 1210, 1187, 1281]
- body-paragraph: তিনি আরও বলেন, ‘আমরা চাই একটি অবাধ, সুষ্ঠু ও নিরপেক্ষ নির্বাচন। সে নির্বাচনে সব দল অংশ নেবে, জনগণ নির্ভয়ে ভোট দেবে। এমন একটি নির্বাচনের মধ্য দিয়ে দেশে গণতান্ত্রিক উত্তরণ ঘটবে বলে আমরা বিশ্বাস করি।’: [210, 1091, 397, 1150]
- story-headline: মুন্সিগঞ্জে পুলিশ ক্যাম্পে হামলার ঘটনায় দ্রুত ব্যবস্থা নেওয়া হবে: স্বরাষ্ট্র উপদেষ্টা: [809, 639, 983, 692]
- column-2: [211, 93, 398, 1828]
- story-headline: ফজলুর রহমানের: [257, 347, 351, 363]
- body-paragraph: বিএনপির এই নেতা আরও বলেন, নির্বাচনকে বিলম্বিত করার জন্য নানা ষড়যন্ত্র চলছে। তবে জনগণ ঐক্যবদ্ধ থাকলে কোনো ষড়যন্ত্রই সফল হবে না। দেশের মানুষ দীর্ঘ ষোল বছর ভোট দিতে পারেনি, তারা এবার ভোটের জন্য অপেক্ষা করছে।: [13, 221, 200, 280]
- body-paragraph: বিশেষজ্ঞরা বলছেন, রাজনৈতিক অস্থিরতা ও অনিশ্চয়তার কারণে বিনিয়োগকারীদের আস্থা কমে গেছে। আস্থা ফেরাতে হলে নীতিগত ধারাবাহিকতা নিশ্চিত করতে হবে। পাশাপাশি সুশাসন প্রতিষ্ঠা ও জবাবদিহি নিশ্চিত করা জরুরি বলে মনে করেন তারা।: [803, 568, 990, 627]
- body-paragraph: এ বিষয়ে জানতে চাইলে সংশ্লিষ্ট কর্মকর্তারা বলেন, অভিযোগ পাওয়ার সঙ্গে সঙ্গে তদন্ত কমিটি গঠন করা হয়েছে। তদন্ত প্রতিবেদন পাওয়ার পর দোষীদের বিরুদ্ধে আইনানুগ ব্যবস্থা নেওয়া হবে। কাউকে ছাড় দেওয়া হবে না বলেও জানান তারা।: [13, 1059, 200, 1118]
- body-paragraph: বিএনপির এই নেতা আরও বলেন, নির্বাচনকে বিলম্বিত করার জন্য নানা ষড়যন্ত্র চলছে। তবে জনগণ ঐক্যবদ্ধ থাকলে কোনো ষড়যন্ত্রই সফল হবে না। দেশের মানুষ দীর্ঘ ষোল বছর ভোট দিতে পারেনি, তারা এবার ভোটের জন্য অপেক্ষা করছে।: [13, 1248, 200, 1306]
- continued-from-front-label: প্রথম পৃষ্ঠার পর: [673, 769, 724, 780]
- body-paragraph: অনুষ্ঠানে আরও উপস্থিত ছিলেন স্থানীয় প্রশাসনের ঊর্ধ্বতন কর্মকর্তারা, রাজনৈতিক নেতৃবৃন্দ ও সুশীল সমাজের প্রতিনিধিরা। বক্তারা সমস্যা সমাধানে সংশ্লিষ্ট সব পক্ষের সমন্বিত উদ্যোগের ওপর গুরুত্বারোপ করেন।: [803, 777, 990, 835]
- body-paragraph: এ বিষয়ে জানতে চাইলে সংশ্লিষ্ট কর্মকর্তারা বলেন, অভিযোগ পাওয়ার সঙ্গে সঙ্গে তদন্ত কমিটি গঠন করা হয়েছে। তদন্ত প্রতিবেদন পাওয়ার পর দোষীদের বিরুদ্ধে আইনানুগ ব্যবস্থা নেওয়া হবে। কাউকে ছাড় দেওয়া হবে না বলেও জানান তারা।: [803, 714, 990, 773]
- continued-from-front-label: প্রথম পৃষ্ঠার পর: [476, 731, 527, 742]
- body-paragraph: তিনি আরও বলেন, ‘আমরা চাই একটি অবাধ, সুষ্ঠু ও নিরপেক্ষ নির্বাচন। সে নির্বাচনে সব দল অংশ নেবে, জনগণ নির্ভয়ে ভোট দেবে। এমন একটি নির্বাচনের মধ্য দিয়ে দেশে গণতান্ত্রিক উত্তরণ ঘটবে বলে আমরা বিশ্বাস করি।’: [803, 1254, 990, 1313]
- body-paragraph: তিনি আরও বলেন, ‘আমরা চাই একটি অবাধ, সুষ্ঠু ও নিরপেক্ষ নির্বাচন। সে নির্বাচনে সব দল অংশ নেবে, জনগণ নির্ভয়ে ভোট দেবে। এমন একটি নির্বাচনের মধ্য দিয়ে দেশে গণতান্ত্রিক উত্তরণ ঘটবে বলে আমরা বিশ্বাস করি।’: [408, 874, 595, 932]
- body-paragraph: তিনি বলেন, ‘জনগণের ভোটাধিকার প্রতিষ্ঠার জন্য আমরা দীর্ঘদিন ধরে আন্দোলন করে আসছি। ফ্যাসিবাদী শাসনের পতনের পর এখন সময় এসেছে জনগণের প্রত্যাশা পূরণের। নির্বাচন নিয়ে টালবাহানা করার কোনো সুযোগ নেই।’: [803, 356, 990, 415]
- body-paragraph: জাতীয় ঐকমত্য কমিশনের সঙ্গে আলোচনায় রাজনৈতিক দলগুলো সংস্কার প্রশ্নে বিভিন্ন প্রস্তাবে একমত হয়েছে। জুলাই জাতীয় সনদে স্বাক্ষরের মধ্য দিয়ে এসব সংস্কার বাস্তবায়নের প্রতিশ্রুতি দেওয়া হবে বলে কমিশন সূত্রে জানা গেছে।: [605, 1228, 792, 1287]
- masthead: [1001, 3, 1185, 82]
- body-paragraph: তিনি আরও বলেন, ‘আমরা চাই একটি অবাধ, সুষ্ঠু ও নিরপেক্ষ নির্বাচন। সে নির্বাচনে সব দল অংশ নেবে, জনগণ নির্ভয়ে ভোট দেবে। এমন একটি নির্বাচনের মধ্য দিয়ে দেশে গণতান্ত্রিক উত্তরণ ঘটবে বলে আমরা বিশ্বাস করি।’: [1000, 242, 1187, 301]
- body-paragraph: বিশেষজ্ঞরা বলছেন, রাজনৈতিক অস্থিরতা ও অনিশ্চয়তার কারণে বিনিয়োগকারীদের আস্থা কমে গেছে। আস্থা ফেরাতে হলে নীতিগত ধারাবাহিকতা নিশ্চিত করতে হবে। পাশাপাশি সুশাসন প্রতিষ্ঠা ও জবাবদিহি নিশ্চিত করা জরুরি বলে মনে করেন তারা।: [13, 875, 200, 934]
- body-paragraph: অন্তর্বর্তী সরকারের প্রধান উপদেষ্টা ইতোমধ্যে জানিয়ে দিয়েছেন, আগামী ফেব্রুয়ারিতে জাতীয় নির্বাচন অনুষ্ঠিত হবে। এ ঘোষণার পর রাজনৈতিক দলগুলো নির্বাচনী প্রস্তুতি শুরু করেছে। তৃণমূল পর্যায়ে প্রার্থী বাছাইয়ের কাজও চলছে বলে দলীয় সূত্রে জানা গেছে।: [210, 1016, 397, 1087]
- body-paragraph: অনুষ্ঠানে আরও উপস্থিত ছিলেন স্থানীয় প্রশাসনের ঊর্ধ্বতন কর্মকর্তারা, রাজনৈতিক নেতৃবৃন্দ ও সুশীল সমাজের প্রতিনিধিরা। বক্তারা সমস্যা সমাধানে সংশ্লিষ্ট সব পক্ষের সমন্বিত উদ্যোগের ওপর গুরুত্বারোপ করেন।: [1000, 1147, 1187, 1206]
- body-paragraph: বিশেষজ্ঞরা বলছেন, রাজনৈতিক অস্থিরতা ও অনিশ্চয়তার কারণে বিনিয়োগকারীদের আস্থা কমে গেছে। আস্থা ফেরাতে হলে নীতিগত ধারাবাহিকতা নিশ্চিত করতে হবে। পাশাপাশি সুশাসন প্রতিষ্ঠা ও জবাবদিহি নিশ্চিত করা জরুরি বলে মনে করেন তারা।: [210, 833, 397, 891]
- story-headline: দরকার হলে কেয়ামত: [49, 946, 163, 962]
- body-paragraph: এদিকে পুঁজিবাজার বিশ্লেষকরা জানান, টানা দরপতনে বিনিয়োগকারীদের মধ্যে আতঙ্ক ছড়িয়ে পড়েছে। জেড ক্যাটাগরির শেয়ারে ক্রেতা সংকট দেখা দিয়েছে। লেনদেন কমে যাওয়ায় বাজার মূলধনও কমেছে উল্লেখযোগ্য হারে।: [13, 812, 200, 871]
- body-paragraph: এ বিষয়ে জানতে চাইলে সংশ্লিষ্ট কর্মকর্তারা বলেন, অভিযোগ পাওয়ার সঙ্গে সঙ্গে তদন্ত কমিটি গঠন করা হয়েছে। তদন্ত প্রতিবেদন পাওয়ার পর দোষীদের বিরুদ্ধে আইনানুগ ব্যবস্থা নেওয়া হবে। কাউকে ছাড় দেওয়া হবে না বলেও জানান তারা।: [803, 1317, 990, 1376]
- body-paragraph: তিনি বলেন, ‘জনগণের ভোটাধিকার প্রতিষ্ঠার জন্য আমরা দীর্ঘদিন ধরে আন্দোলন করে আসছি। ফ্যাসিবাদী শাসনের পতনের পর এখন সময় এসেছে জনগণের প্রত্যাশা পূরণের। নির্বাচন নিয়ে টালবাহানা করার কোনো সুযোগ নেই।’: [13, 622, 200, 681]
- body-paragraph: তিনি আরও বলেন, ‘আমরা চাই একটি অবাধ, সুষ্ঠু ও নিরপেক্ষ নির্বাচন। সে নির্বাচনে সব দল অংশ নেবে, জনগণ নির্ভয়ে ভোট দেবে। এমন একটি নির্বাচনের মধ্য দিয়ে দেশে গণতান্ত্রিক উত্তরণ ঘটবে বলে আমরা বিশ্বাস করি।’: [408, 558, 595, 617]
- body-paragraph: তিনি আরও বলেন, ‘আমরা চাই একটি অবাধ, সুষ্ঠু ও নিরপেক্ষ নির্বাচন। সে নির্বাচনে সব দল অংশ নেবে, জনগণ নির্ভয়ে ভোট দেবে। এমন একটি নির্বাচনের মধ্য দিয়ে দেশে গণতান্ত্রিক উত্তরণ ঘটবে বলে আমরা বিশ্বাস করি।’: [605, 1101, 792, 1159]
